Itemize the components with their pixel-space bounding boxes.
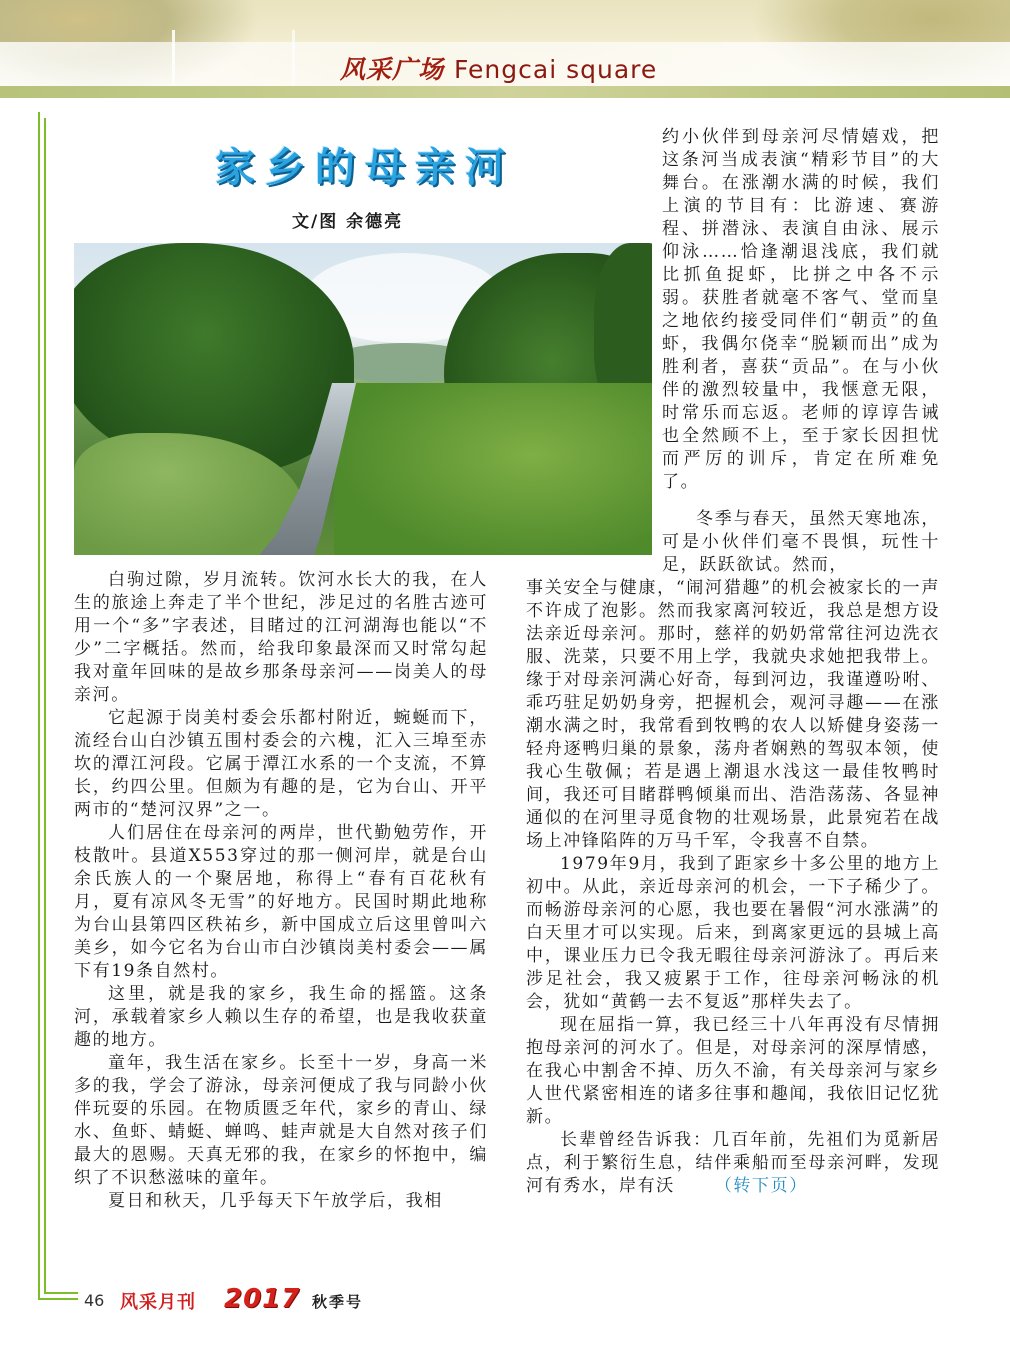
header-banner [0,0,1010,98]
article-paragraph: 童年，我生活在家乡。长至十一岁，身高一米多的我，学会了游泳，母亲河便成了我与同龄小伙伴玩耍的乐园。在物质匮乏年代，家乡的青山、绿水、鱼虾、蜻蜓、蝉鸣、蛙声就是大自然对孩子们最大的恩赐。天真无邪的我，在家乡的怀抱中，编织了不识愁滋味的童年。 [74,1053,488,1188]
section-title-cn: 风采广场 [340,55,445,84]
article-column-right-top [662,126,940,506]
article-paragraph: 白驹过隙，岁月流转。饮河水长大的我，在人生的旅途上奔走了半个世纪，涉足过的名胜古迹可用一个“多”字表述，目睹过的江河湖海也能以“不少”二字概括。然而，给我印象最深而又时常勾起我对童年回味的是故乡那条母亲河——岗美人的母亲河。 [74,570,488,705]
article-paragraph: 约小伙伴到母亲河尽情嬉戏，把这条河当成表演“精彩节目”的大舞台。在涨潮水满的时候，我们上演的节目有：比游速、赛游程、拼潜泳、表演自由泳、展示仰泳……恰逢潮退浅底，我们就比抓鱼捉虾，比拼之中各不示弱。获胜者就毫不客气、堂而皇之地依约接受同伴们“朝贡”的鱼虾，我偶尔侥幸“脱颖而出”成为胜利者，喜获“贡品”。在与小伙伴的激烈较量中，我惬意无限，时常乐而忘返。老师的谆谆告诫也全然顾不上，至于家长因担忧而严厉的训斥，肯定在所难免了。 [662,127,940,492]
article-paragraph: 夏日和秋天，几乎每天下午放学后，我相 [108,1191,443,1211]
article-column-left [74,569,488,1259]
article-paragraph: 现在屈指一算，我已经三十八年再没有尽情拥抱母亲河的河水了。但是，对母亲河的深厚情感，在我心中割舍不掉、历久不渝，有关母亲河与家乡人世代紧密相连的诸多往事和趣闻，我依旧记忆犹新。 [526,1015,940,1127]
article-paragraph: 它起源于岗美村委会乐都村附近，蜿蜒而下，流经台山白沙镇五围村委会的六槐，汇入三埠至赤坎的潭江河段。它属于潭江水系的一个支流，不算长，约四公里。但颇为有趣的是，它为台山、开平两市的“楚河汉界”之一。 [74,708,488,820]
bottom-border-line [44,1292,78,1294]
article-paragraph: 这里，就是我的家乡，我生命的摇篮。这条河，承载着家乡人赖以生存的希望，也是我收获童趣的地方。 [74,984,488,1050]
magazine-year: 2017 [224,1284,301,1314]
section-title [340,50,680,84]
magazine-season: 秋季号 [312,1293,364,1311]
page-footer [84,1284,484,1316]
page-number: 46 [84,1291,105,1310]
article-paragraph: 冬季与春天，虽然天寒地冻，可是小伙伴们毫不畏惧，玩性十足，跃跃欲试。然而， [662,509,940,575]
article-paragraph-last [526,1129,940,1198]
article-title: 家乡的母亲河 [215,145,515,191]
article-paragraph-text: 长辈曾经告诉我：几百年前，先祖们为觅新居点，利于繁衍生息，结伴乘船而至母亲河畔，发现河有秀水，岸有沃 [526,1130,940,1196]
article-byline: 文/图 余德亮 [292,212,404,232]
continued-next-page-link[interactable]: （转下页） [714,1176,808,1196]
left-border-line [38,112,40,1300]
bottom-border-line [38,1298,78,1300]
article-paragraph: 1979年9月，我到了距家乡十多公里的地方上初中。从此，亲近母亲河的机会，一下子稀少了。而畅游母亲河的心愿，我也要在暑假“河水涨满”的白天里才可以实现。后来，到离家更远的县城上高中，课业压力已令我无暇往母亲河游泳了。再后来涉足社会，我又疲累于工作，往母亲河畅泳的机会，犹如“黄鹤一去不复返”那样失去了。 [526,854,940,1012]
banner-grass [0,86,1010,98]
article-paragraph: 人们居住在母亲河的两岸，世代勤勉劳作，开枝散叶。县道X553穿过的那一侧河岸，就是台山余氏族人的一个聚居地，称得上“春有百花秋有月，夏有凉风冬无雪”的好地方。民国时期此地称为台山县第四区秩祐乡，新中国成立后这里曾叫六美乡，如今它名为台山市白沙镇岗美村委会——属下有19条自然村。 [74,823,488,981]
left-border-line [44,118,46,1294]
magazine-name: 风采月刊 [120,1292,196,1313]
article-column-right-bottom [526,508,940,1248]
section-title-en: Fengcai square [454,55,658,84]
article-paragraph: 事关安全与健康，“闹河猎趣”的机会被家长的一声不许成了泡影。然而我家离河较近，我总是想方设法亲近母亲河。那时，慈祥的奶奶常常往河边洗衣服、洗菜，只要不用上学，我就央求她把我带上。缘于对母亲河满心好奇，每到河边，我谨遵吩咐、乖巧驻足奶奶身旁，把握机会，观河寻趣——在涨潮水满之时，我常看到牧鸭的农人以矫健身姿荡一轻舟逐鸭归巢的景象，荡舟者娴熟的驾驭本领，使我心生敬佩；若是遇上潮退水浅这一最佳牧鸭时间，我还可目睹群鸭倾巢而出、浩浩荡荡、各显神通似的在河里寻觅食物的壮观场景，此景宛若在战场上冲锋陷阵的万马千军，令我喜不自禁。 [526,578,940,851]
